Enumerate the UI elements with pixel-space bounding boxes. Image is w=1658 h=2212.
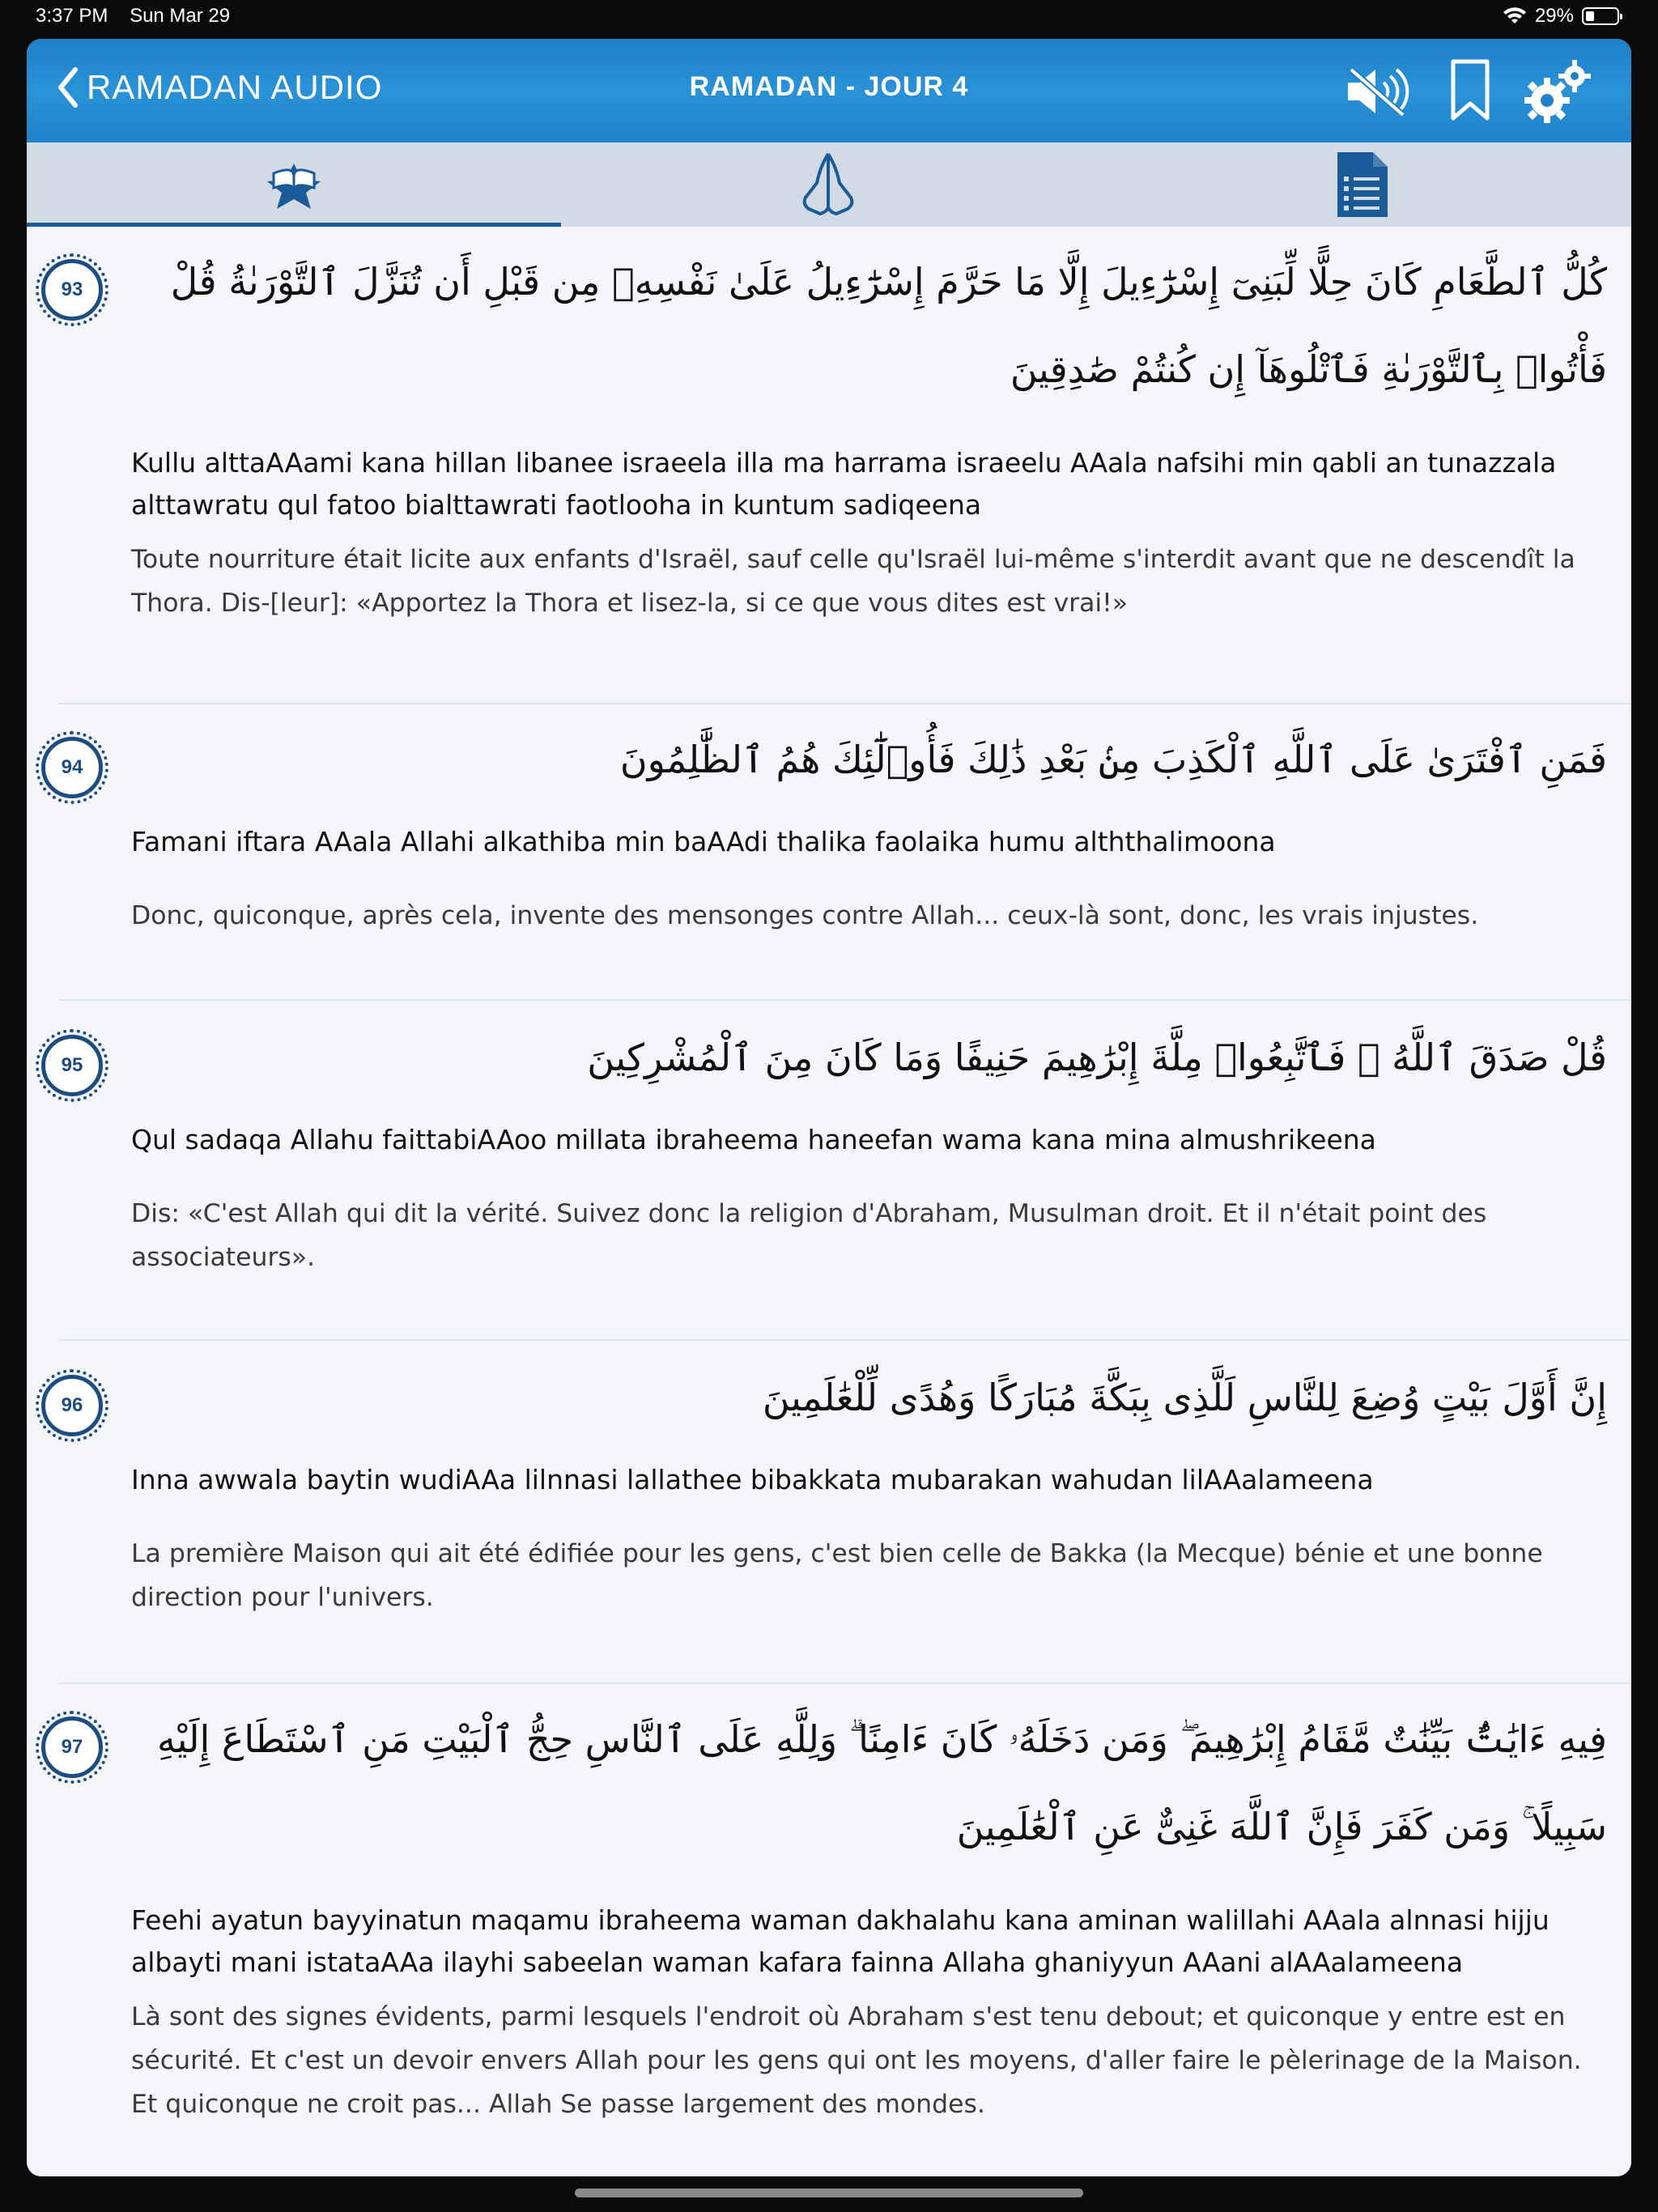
back-button-label: RAMADAN AUDIO	[87, 68, 383, 106]
verse-item-96[interactable]	[27, 1342, 1631, 1682]
verse-arabic: كُلُّ ٱلطَّعَامِ كَانَ حِلًّا لِّبَنِىٓ إِسْرَٰٓءِيلَ إِلَّا مَا حَرَّمَ إِسْرَٰٓءِيلُ عَلَىٰ نَفْسِهِۦ مِن قَبْلِ أَن تُنَزَّلَ ٱلتَّوْرَىٰةُ قُلْ فَأْتُوا۟ بِٱلتَّوْرَىٰةِ فَٱتْلُوهَآ إِن كُنتُمْ صَٰدِقِينَ	[170, 260, 1607, 391]
verse-list[interactable]	[27, 227, 1631, 2176]
navigation-bar	[27, 39, 1631, 143]
verse-translation: Là sont des signes évidents, parmi lesquels l'endroit où Abraham s'est tenu debout; et quiconque y entre est en sécurité. Et c'est un devoir envers Allah pour les gens qui ont les moyens, d'aller faire le pèlerinage de la Maison. Et quiconque ne croit pas... Allah Se passe largement des mondes.	[131, 2002, 1582, 2119]
verse-item-95[interactable]	[27, 1002, 1631, 1342]
verse-transliteration: Qul sadaqa Allahu faittabiAAoo millata ibraheema haneefan wama kana mina almushrikeena	[131, 1124, 1376, 1155]
verse-translation: Dis: «C'est Allah qui dit la vérité. Suivez donc la religion d'Abraham, Musulman droit. Et il n'était point des associateurs».	[131, 1199, 1487, 1272]
battery-icon	[1582, 7, 1619, 25]
praying-hands-icon	[796, 151, 861, 219]
document-list-icon	[1336, 151, 1389, 219]
verse-transliteration: Famani iftara AAala Allahi alkathiba min baAAdi thalika faolaika humu alththalimoona	[131, 826, 1276, 857]
status-right	[1503, 5, 1619, 28]
verse-transliteration: Feehi ayatun bayyinatun maqamu ibraheema waman dakhalahu kana aminan walillahi AAala alnnasi hijju albayti mani istataAAa ilayhi sabeelan waman kafara fainna Allaha ghaniyyun AAani alAAalameena	[131, 1904, 1550, 1978]
page-title: RAMADAN - JOUR 4	[689, 71, 969, 102]
battery-percent: 29%	[1534, 5, 1574, 27]
speaker-muted-icon[interactable]	[1343, 63, 1411, 120]
verse-arabic: فِيهِ ءَايَٰتٌۢ بَيِّنَٰتٌ مَّقَامُ إِبْرَٰهِيمَ ۖ وَمَن دَخَلَهُۥ كَانَ ءَامِنًا ۗ وَلِلَّهِ عَلَى ٱلنَّاسِ حِجُّ ٱلْبَيْتِ مَنِ ٱسْتَطَاعَ إِلَيْهِ سَبِيلًا ۚ وَمَن كَفَرَ فَإِنَّ ٱللَّهَ غَنِىٌّ عَنِ ٱلْعَٰلَمِينَ	[156, 1717, 1607, 1848]
status-bar	[0, 0, 1658, 37]
verse-number-badge: 93	[41, 259, 103, 321]
separator	[59, 999, 1631, 1001]
verse-translation: Donc, quiconque, après cela, invente des mensonges contre Allah... ceux-là sont, donc, les vrais injustes.	[131, 901, 1479, 930]
status-time-text: 3:37 PM	[36, 5, 108, 27]
verse-item-93[interactable]	[27, 227, 1631, 698]
verse-translation: La première Maison qui ait été édifiée pour les gens, c'est bien celle de Bakka (la Mecque) bénie et une bonne direction pour l'univers.	[131, 1539, 1543, 1612]
verse-arabic: فَمَنِ ٱفْتَرَىٰ عَلَى ٱللَّهِ ٱلْكَذِبَ مِنۢ بَعْدِ ذَٰلِكَ فَأُو۟لَٰٓئِكَ هُمُ ٱلظَّٰلِمُونَ	[619, 738, 1607, 781]
verse-transliteration: Inna awwala baytin wudiAAa lilnnasi lallathee bibakkata mubarakan wahudan lilAAalameena	[131, 1464, 1374, 1495]
verse-number-badge: 96	[41, 1375, 103, 1436]
quran-book-icon	[257, 159, 330, 211]
settings-gears-icon[interactable]	[1521, 57, 1594, 125]
status-time	[36, 5, 230, 28]
separator	[59, 1339, 1631, 1341]
app-window	[27, 39, 1631, 2176]
wifi-icon	[1503, 7, 1527, 25]
verse-number-badge: 94	[41, 737, 103, 798]
bookmark-icon[interactable]	[1448, 58, 1492, 123]
verse-arabic: قُلْ صَدَقَ ٱللَّهُ ۗ فَٱتَّبِعُوا۟ مِلَّةَ إِبْرَٰهِيمَ حَنِيفًا وَمَا كَانَ مِنَ ٱلْمُشْرِكِينَ	[587, 1036, 1607, 1079]
tab-prayer[interactable]	[561, 143, 1095, 227]
verse-translation: Toute nourriture était licite aux enfants d'Israël, sauf celle qu'Israël lui-même s'interdit avant que ne descendît la Thora. Dis-[leur]: «Apportez la Thora et lisez-la, si ce que vous dites est vrai!»	[131, 545, 1575, 618]
verse-transliteration: Kullu alttaAAami kana hillan libanee israeela illa ma harrama israeelu AAala nafsihi min qabli an tunazzala alttawratu qul fatoo bialttawrati faotlooha in kuntum sadiqeena	[131, 447, 1557, 521]
verse-item-97[interactable]	[27, 1684, 1631, 2176]
tab-quran[interactable]	[27, 143, 561, 227]
home-indicator[interactable]	[575, 2189, 1083, 2197]
tab-bar	[27, 143, 1631, 228]
verse-arabic: إِنَّ أَوَّلَ بَيْتٍ وُضِعَ لِلنَّاسِ لَلَّذِى بِبَكَّةَ مُبَارَكًا وَهُدًى لِّلْعَٰلَمِينَ	[762, 1376, 1607, 1419]
tab-text[interactable]	[1095, 143, 1630, 227]
verse-number-badge: 95	[41, 1035, 103, 1096]
verse-number-badge: 97	[41, 1716, 103, 1778]
status-date-text: Sun Mar 29	[130, 5, 231, 27]
verse-item-94[interactable]	[27, 704, 1631, 1001]
